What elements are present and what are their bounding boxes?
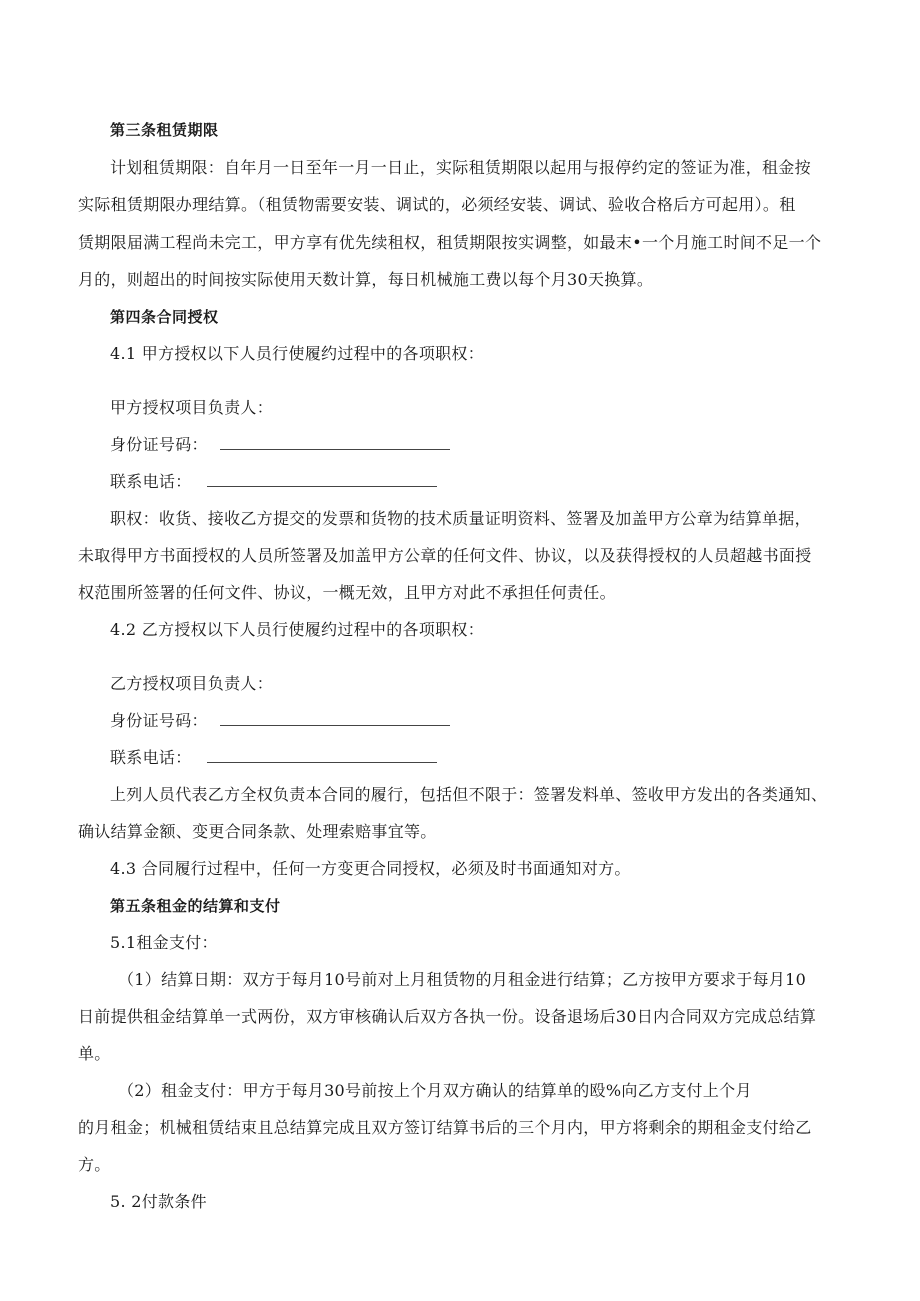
- item-2-line-2: 的月租金；机械租赁结束且总结算完成且双方签订结算书后的三个月内，甲方将剩余的期租金支付给乙: [78, 1118, 812, 1137]
- article-3-line-2: 实际租赁期限办理结算。（租赁物需要安装、调试的，必须经安装、调试、验收合格后方可起用）。租: [78, 195, 796, 214]
- item-1-line-3: 单。: [78, 1044, 111, 1063]
- party-a-id-label: 身份证号码：: [110, 435, 208, 454]
- item-2-line-3: 方。: [78, 1155, 111, 1174]
- party-a-duties-line-2: 未取得甲方书面授权的人员所签署及加盖甲方公章的任何文件、协议，以及获得授权的人员超越书面授: [78, 546, 812, 565]
- article-3-line-3: 赁期限届满工程尚未完工，甲方享有优先续租权，租赁期限按实调整，如最末•一个月施工时间不足一个: [78, 233, 822, 252]
- party-b-duties-line-1: 上列人员代表乙方全权负责本合同的履行，包括但不限于：签署发料单、签收甲方发出的各类通知、: [110, 785, 828, 804]
- item-1-line-1: （1）结算日期：双方于每月10号前对上月租赁物的月租金进行结算；乙方按甲方要求于每月10: [118, 970, 807, 989]
- party-b-duties-line-2: 确认结算金额、变更合同条款、处理索赔事宜等。: [78, 822, 437, 841]
- party-b-phone-blank[interactable]: [207, 748, 437, 763]
- article-4-title: 第四条合同授权: [110, 308, 219, 326]
- party-a-representative-label: 甲方授权项目负责人：: [110, 398, 274, 417]
- party-b-representative-label: 乙方授权项目负责人：: [110, 674, 274, 693]
- clause-4-1: 4.1 甲方授权以下人员行使履约过程中的各项职权：: [110, 344, 485, 363]
- article-3-line-4: 月的，则超出的时间按实际使用天数计算，每日机械施工费以每个月30天换算。: [78, 270, 654, 289]
- party-b-id-label: 身份证号码：: [110, 711, 208, 730]
- party-a-duties-line-1: 职权：收货、接收乙方提交的发票和货物的技术质量证明资料、签署及加盖甲方公章为结算单据，: [110, 509, 811, 528]
- clause-4-3: 4.3 合同履行过程中，任何一方变更合同授权，必须及时书面通知对方。: [110, 859, 631, 878]
- article-3-title: 第三条租赁期限: [110, 121, 219, 139]
- party-b-id-row: [110, 711, 450, 731]
- article-5-title: 第五条租金的结算和支付: [110, 897, 281, 915]
- clause-4-2: 4.2 乙方授权以下人员行使履约过程中的各项职权：: [110, 620, 485, 639]
- party-a-id-blank[interactable]: [220, 435, 450, 450]
- party-b-id-blank[interactable]: [220, 711, 450, 726]
- party-b-phone-row: [110, 748, 437, 768]
- party-b-phone-label: 联系电话：: [110, 748, 192, 767]
- item-1-line-2: 日前提供租金结算单一式两份，双方审核确认后双方各执一份。设备退场后30日内合同双方完成总结算: [78, 1007, 817, 1026]
- article-3-line-1: 计划租赁期限：自年月一日至年一月一日止，实际租赁期限以起用与报停约定的签证为准，租金按: [110, 158, 811, 177]
- party-a-id-row: [110, 435, 450, 455]
- party-a-duties-line-3: 权范围所签署的任何文件、协议，一概无效，且甲方对此不承担任何责任。: [78, 583, 616, 602]
- clause-5-1: 5.1租金支付：: [110, 933, 218, 952]
- party-a-phone-label: 联系电话：: [110, 472, 192, 491]
- clause-5-2: 5. 2付款条件: [110, 1192, 207, 1211]
- item-2-line-1: （2）租金支付：甲方于每月30号前按上个月双方确认的结算单的殴%向乙方支付上个月: [118, 1081, 752, 1100]
- party-a-phone-blank[interactable]: [207, 472, 437, 487]
- party-a-phone-row: [110, 472, 437, 492]
